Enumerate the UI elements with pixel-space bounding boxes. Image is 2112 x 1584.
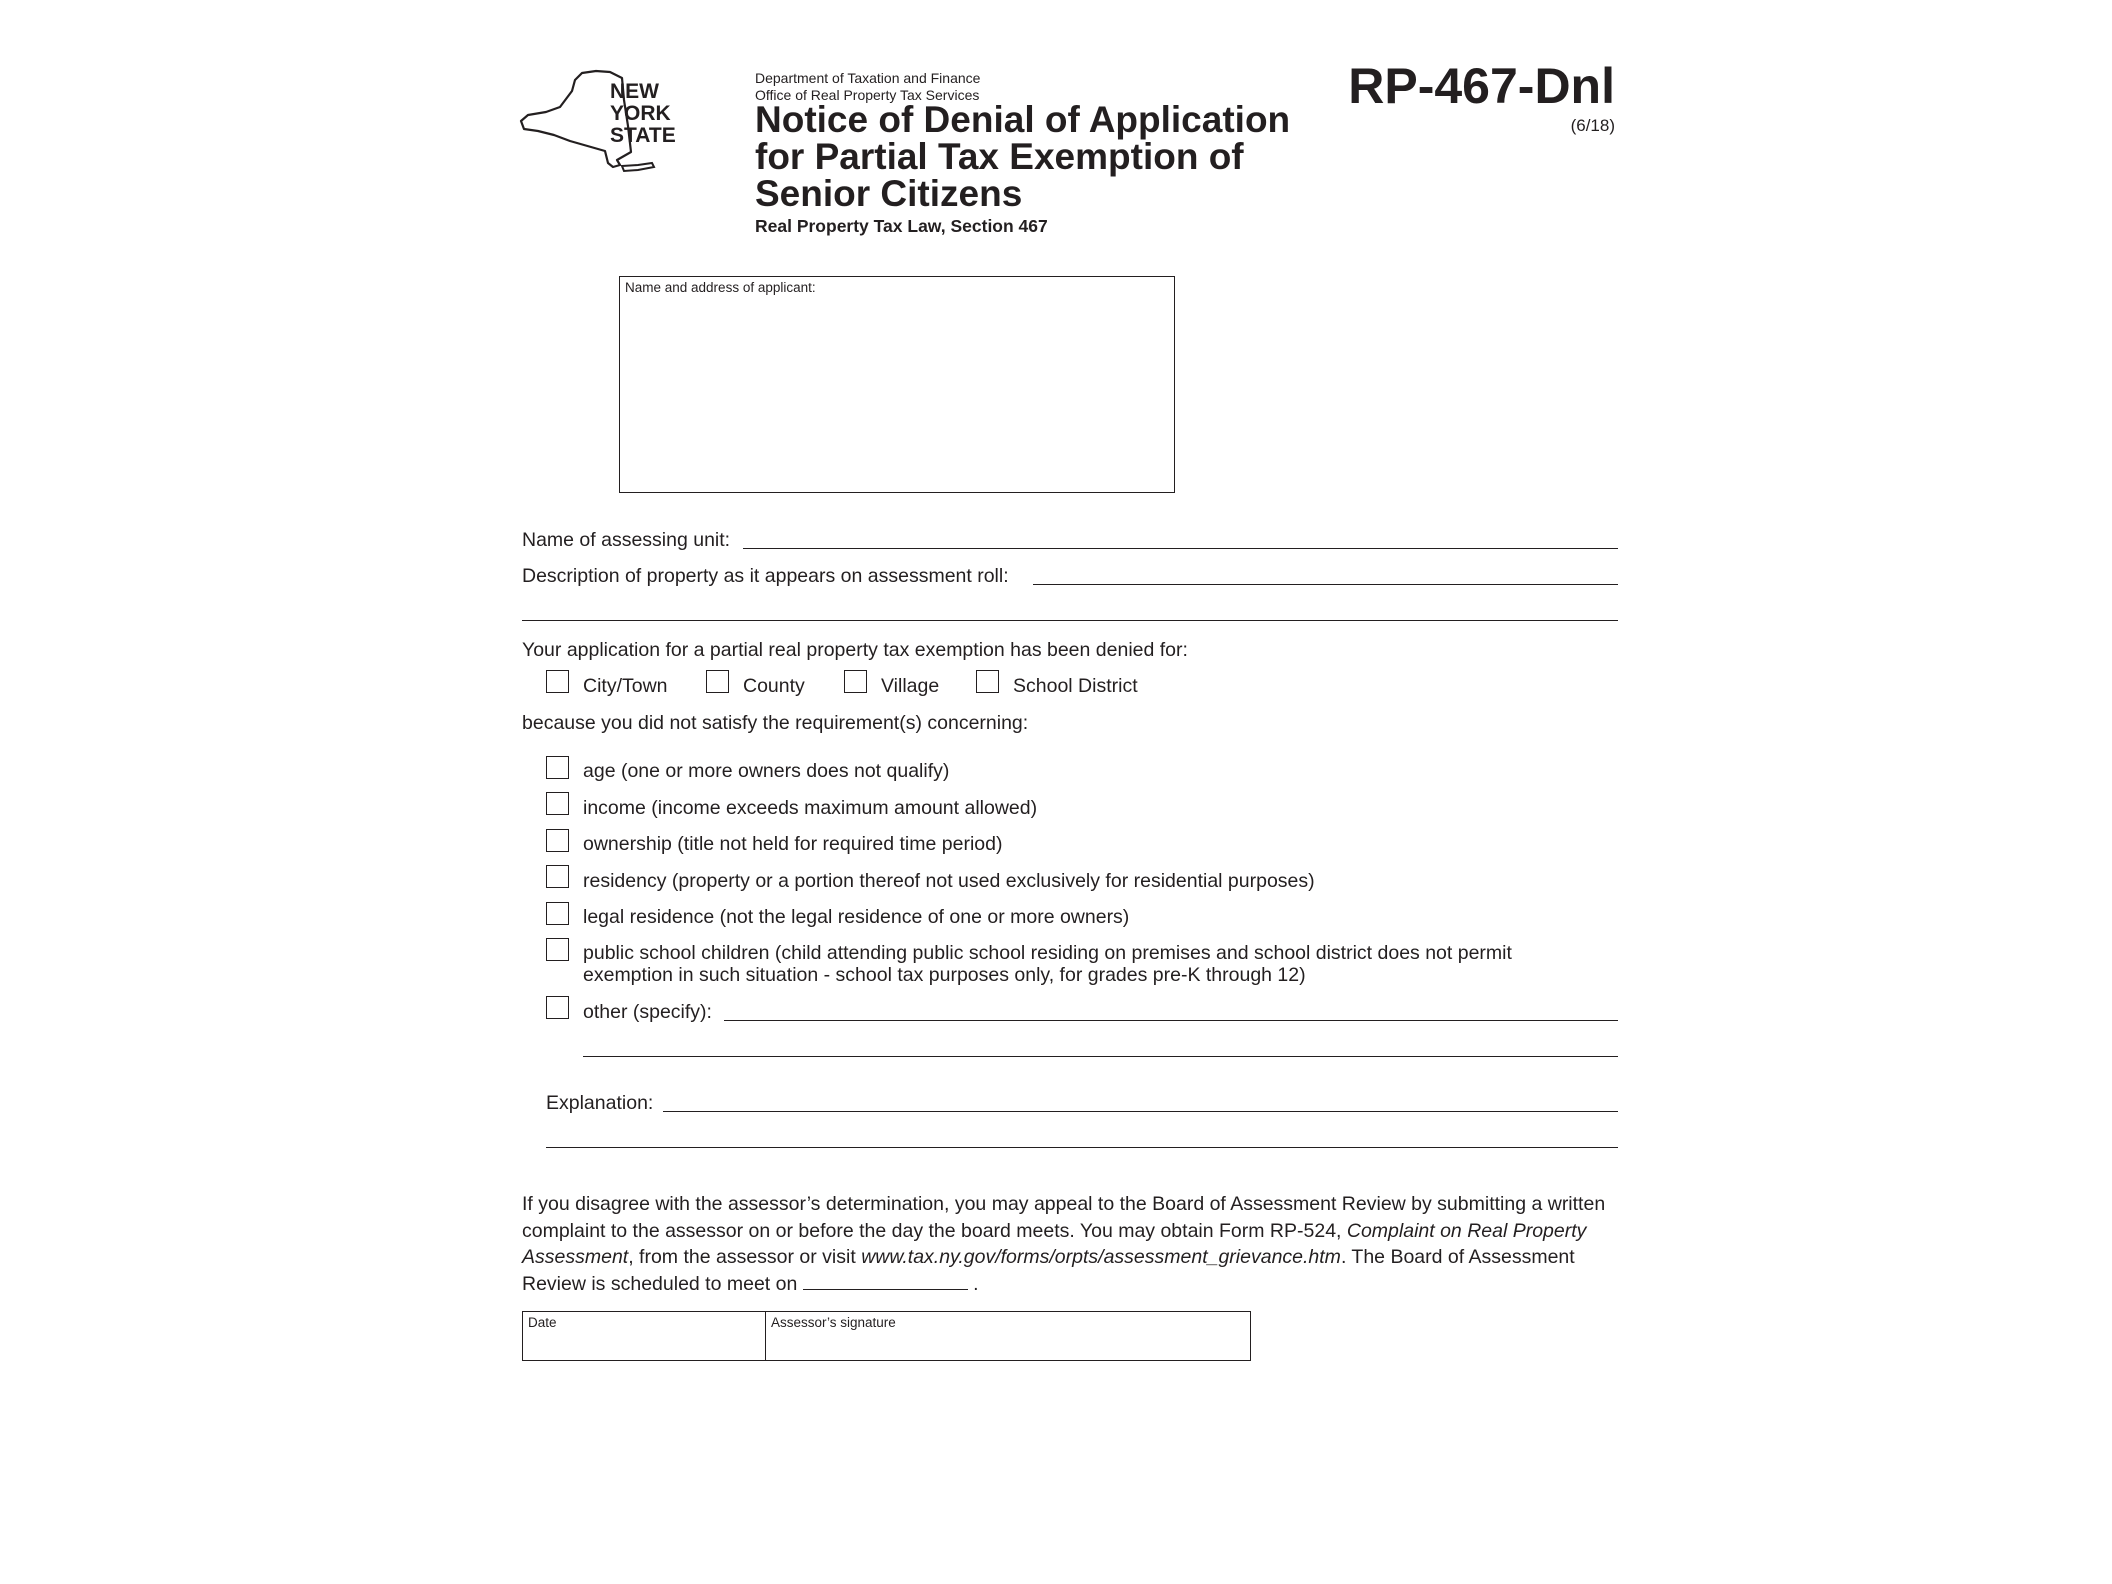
applicant-address-label: Name and address of applicant: bbox=[625, 280, 816, 295]
applicant-address-box[interactable] bbox=[619, 276, 1175, 493]
form-number: RP-467-Dnl bbox=[1348, 58, 1615, 114]
other-checkbox[interactable] bbox=[546, 996, 569, 1019]
residency-label: residency (property or a portion thereof not used exclusively for residential purposes) bbox=[583, 870, 1315, 892]
assessor-signature-label: Assessor’s signature bbox=[771, 1315, 896, 1330]
public-school-children-label-line-2: exemption in such situation - school tax purposes only, for grades pre-K through 12) bbox=[583, 964, 1306, 986]
income-checkbox[interactable] bbox=[546, 792, 569, 815]
new-york-state-logo bbox=[518, 68, 686, 174]
form-revision: (6/18) bbox=[1570, 116, 1615, 135]
explanation-field[interactable] bbox=[663, 1111, 1618, 1112]
appeal-text-2: , from the assessor or visit bbox=[628, 1246, 862, 1268]
other-specify-field-line-2[interactable] bbox=[583, 1056, 1618, 1057]
city-town-checkbox[interactable] bbox=[546, 670, 569, 693]
residency-checkbox[interactable] bbox=[546, 865, 569, 888]
appeal-text-1: If you disagree with the assessor’s determination, you may appeal to the Board of Assessment Review by submitting a written complaint to the assessor on or before the day the board meets. You may obtain Form RP-524, bbox=[522, 1193, 1606, 1242]
appeal-text-3: . The Board of Assessment Review is scheduled to meet on bbox=[522, 1246, 1575, 1295]
ownership-checkbox[interactable] bbox=[546, 829, 569, 852]
appeal-url-link[interactable]: www.tax.ny.gov/forms/orpts/assessment_grievance.htm bbox=[861, 1246, 1341, 1268]
denial-intro: Your application for a partial real property tax exemption has been denied for: bbox=[522, 639, 1188, 661]
department-name: Department of Taxation and Finance bbox=[755, 70, 981, 86]
date-field[interactable] bbox=[523, 1312, 766, 1360]
county-label: County bbox=[743, 675, 805, 697]
other-label: other (specify): bbox=[583, 1001, 712, 1023]
form-title bbox=[755, 101, 1290, 212]
svg-text:NEW: NEW bbox=[610, 80, 659, 103]
assessing-unit-label: Name of assessing unit: bbox=[522, 529, 731, 551]
signature-table bbox=[522, 1311, 1251, 1361]
property-description-label: Description of property as it appears on assessment roll: bbox=[522, 565, 1009, 587]
appeal-paragraph bbox=[522, 1191, 1618, 1297]
school-district-label: School District bbox=[1013, 675, 1138, 697]
title-line-2: for Partial Tax Exemption of bbox=[755, 136, 1244, 177]
legal-residence-label: legal residence (not the legal residence of one or more owners) bbox=[583, 906, 1130, 928]
title-line-3: Senior Citizens bbox=[755, 173, 1023, 214]
date-label: Date bbox=[528, 1315, 557, 1330]
title-line-1: Notice of Denial of Application bbox=[755, 99, 1291, 140]
requirements-intro: because you did not satisfy the requirement(s) concerning: bbox=[522, 712, 1029, 734]
county-checkbox[interactable] bbox=[706, 670, 729, 693]
property-description-field[interactable] bbox=[1033, 584, 1618, 585]
appeal-text-end: . bbox=[967, 1272, 979, 1295]
public-school-children-checkbox[interactable] bbox=[546, 938, 569, 961]
age-checkbox[interactable] bbox=[546, 756, 569, 779]
svg-text:STATE: STATE bbox=[610, 124, 676, 147]
law-reference: Real Property Tax Law, Section 467 bbox=[755, 216, 1048, 236]
assessing-unit-field[interactable] bbox=[743, 548, 1618, 549]
city-town-label: City/Town bbox=[583, 675, 668, 697]
village-label: Village bbox=[881, 675, 940, 697]
assessor-signature-field[interactable] bbox=[766, 1312, 1250, 1360]
village-checkbox[interactable] bbox=[844, 670, 867, 693]
explanation-field-line-2[interactable] bbox=[546, 1147, 1618, 1148]
school-district-checkbox[interactable] bbox=[976, 670, 999, 693]
public-school-children-label: public school children (child attending public school residing on premises and school district does not permit bbox=[583, 942, 1512, 964]
explanation-label: Explanation: bbox=[546, 1092, 654, 1114]
property-description-field-line-2[interactable] bbox=[522, 620, 1618, 621]
other-specify-field[interactable] bbox=[724, 1020, 1618, 1021]
age-label: age (one or more owners does not qualify) bbox=[583, 760, 950, 782]
appeal-form-title: Complaint on Real Property Assessment bbox=[522, 1219, 1587, 1268]
svg-text:YORK: YORK bbox=[610, 102, 671, 125]
income-label: income (income exceeds maximum amount allowed) bbox=[583, 797, 1038, 819]
ownership-label: ownership (title not held for required time period) bbox=[583, 833, 1003, 855]
legal-residence-checkbox[interactable] bbox=[546, 902, 569, 925]
office-name: Office of Real Property Tax Services bbox=[755, 87, 980, 103]
meeting-date-field[interactable] bbox=[803, 1288, 968, 1290]
